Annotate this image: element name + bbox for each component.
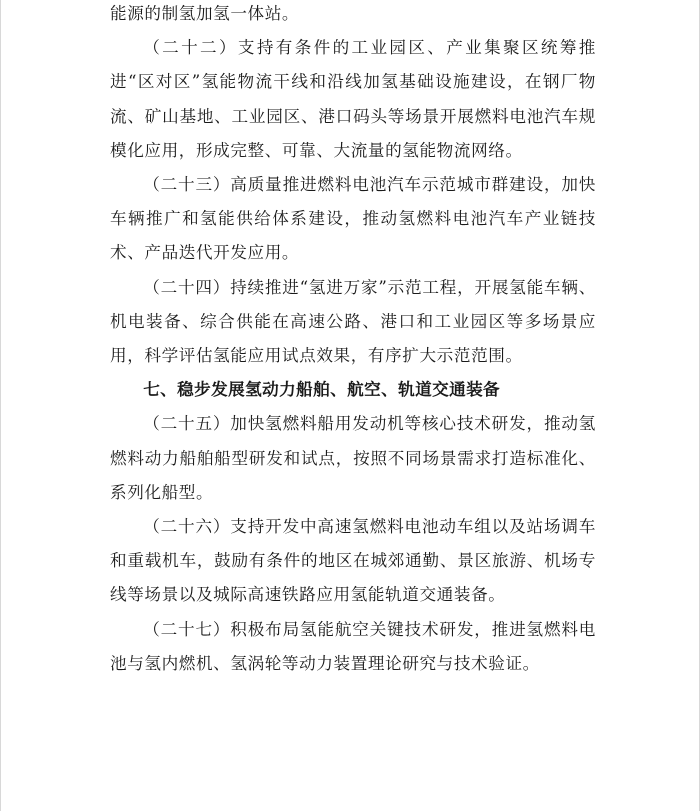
document-body [110, 0, 596, 681]
paragraph-22: （二十二）支持有条件的工业园区、产业集聚区统筹推进“区对区”氢能物流干线和沿线加氢基础设施建设，在钢厂物流、矿山基地、工业园区、港口码头等场景开展燃料电池汽车规模化应用，形成完整、可靠、大流量的氢能物流网络。 [110, 38, 596, 160]
section-heading: 七、稳步发展氢动力船舶、航空、轨道交通装备 [143, 380, 501, 400]
paragraph-24: （二十四）持续推进“氢进万家”示范工程，开展氢能车辆、机电装备、综合供能在高速公路、港口和工业园区等多场景应用，科学评估氢能应用试点效果，有序扩大示范范围。 [110, 277, 596, 366]
paragraph-26: （二十六）支持开发中高速氢燃料电池动车组以及站场调车和重载机车，鼓励有条件的地区在城郊通勤、景区旅游、机场专线等场景以及城际高速铁路应用氢能轨道交通装备。 [110, 517, 596, 605]
paragraph-continuation: 能源的制氢加氢一体站。 [110, 4, 300, 23]
paragraph-27: （二十七）积极布局氢能航空关键技术研发，推进氢燃料电池与氢内燃机、氢涡轮等动力装置理论研究与技术验证。 [110, 619, 596, 673]
paragraph-23: （二十三）高质量推进燃料电池汽车示范城市群建设，加快车辆推广和氢能供给体系建设，推动氢燃料电池汽车产业链技术、产品迭代开发应用。 [110, 175, 596, 263]
paragraph-25: （二十五）加快氢燃料船用发动机等核心技术研发，推动氢燃料动力船舶船型研发和试点，按照不同场景需求打造标准化、系列化船型。 [110, 414, 596, 502]
